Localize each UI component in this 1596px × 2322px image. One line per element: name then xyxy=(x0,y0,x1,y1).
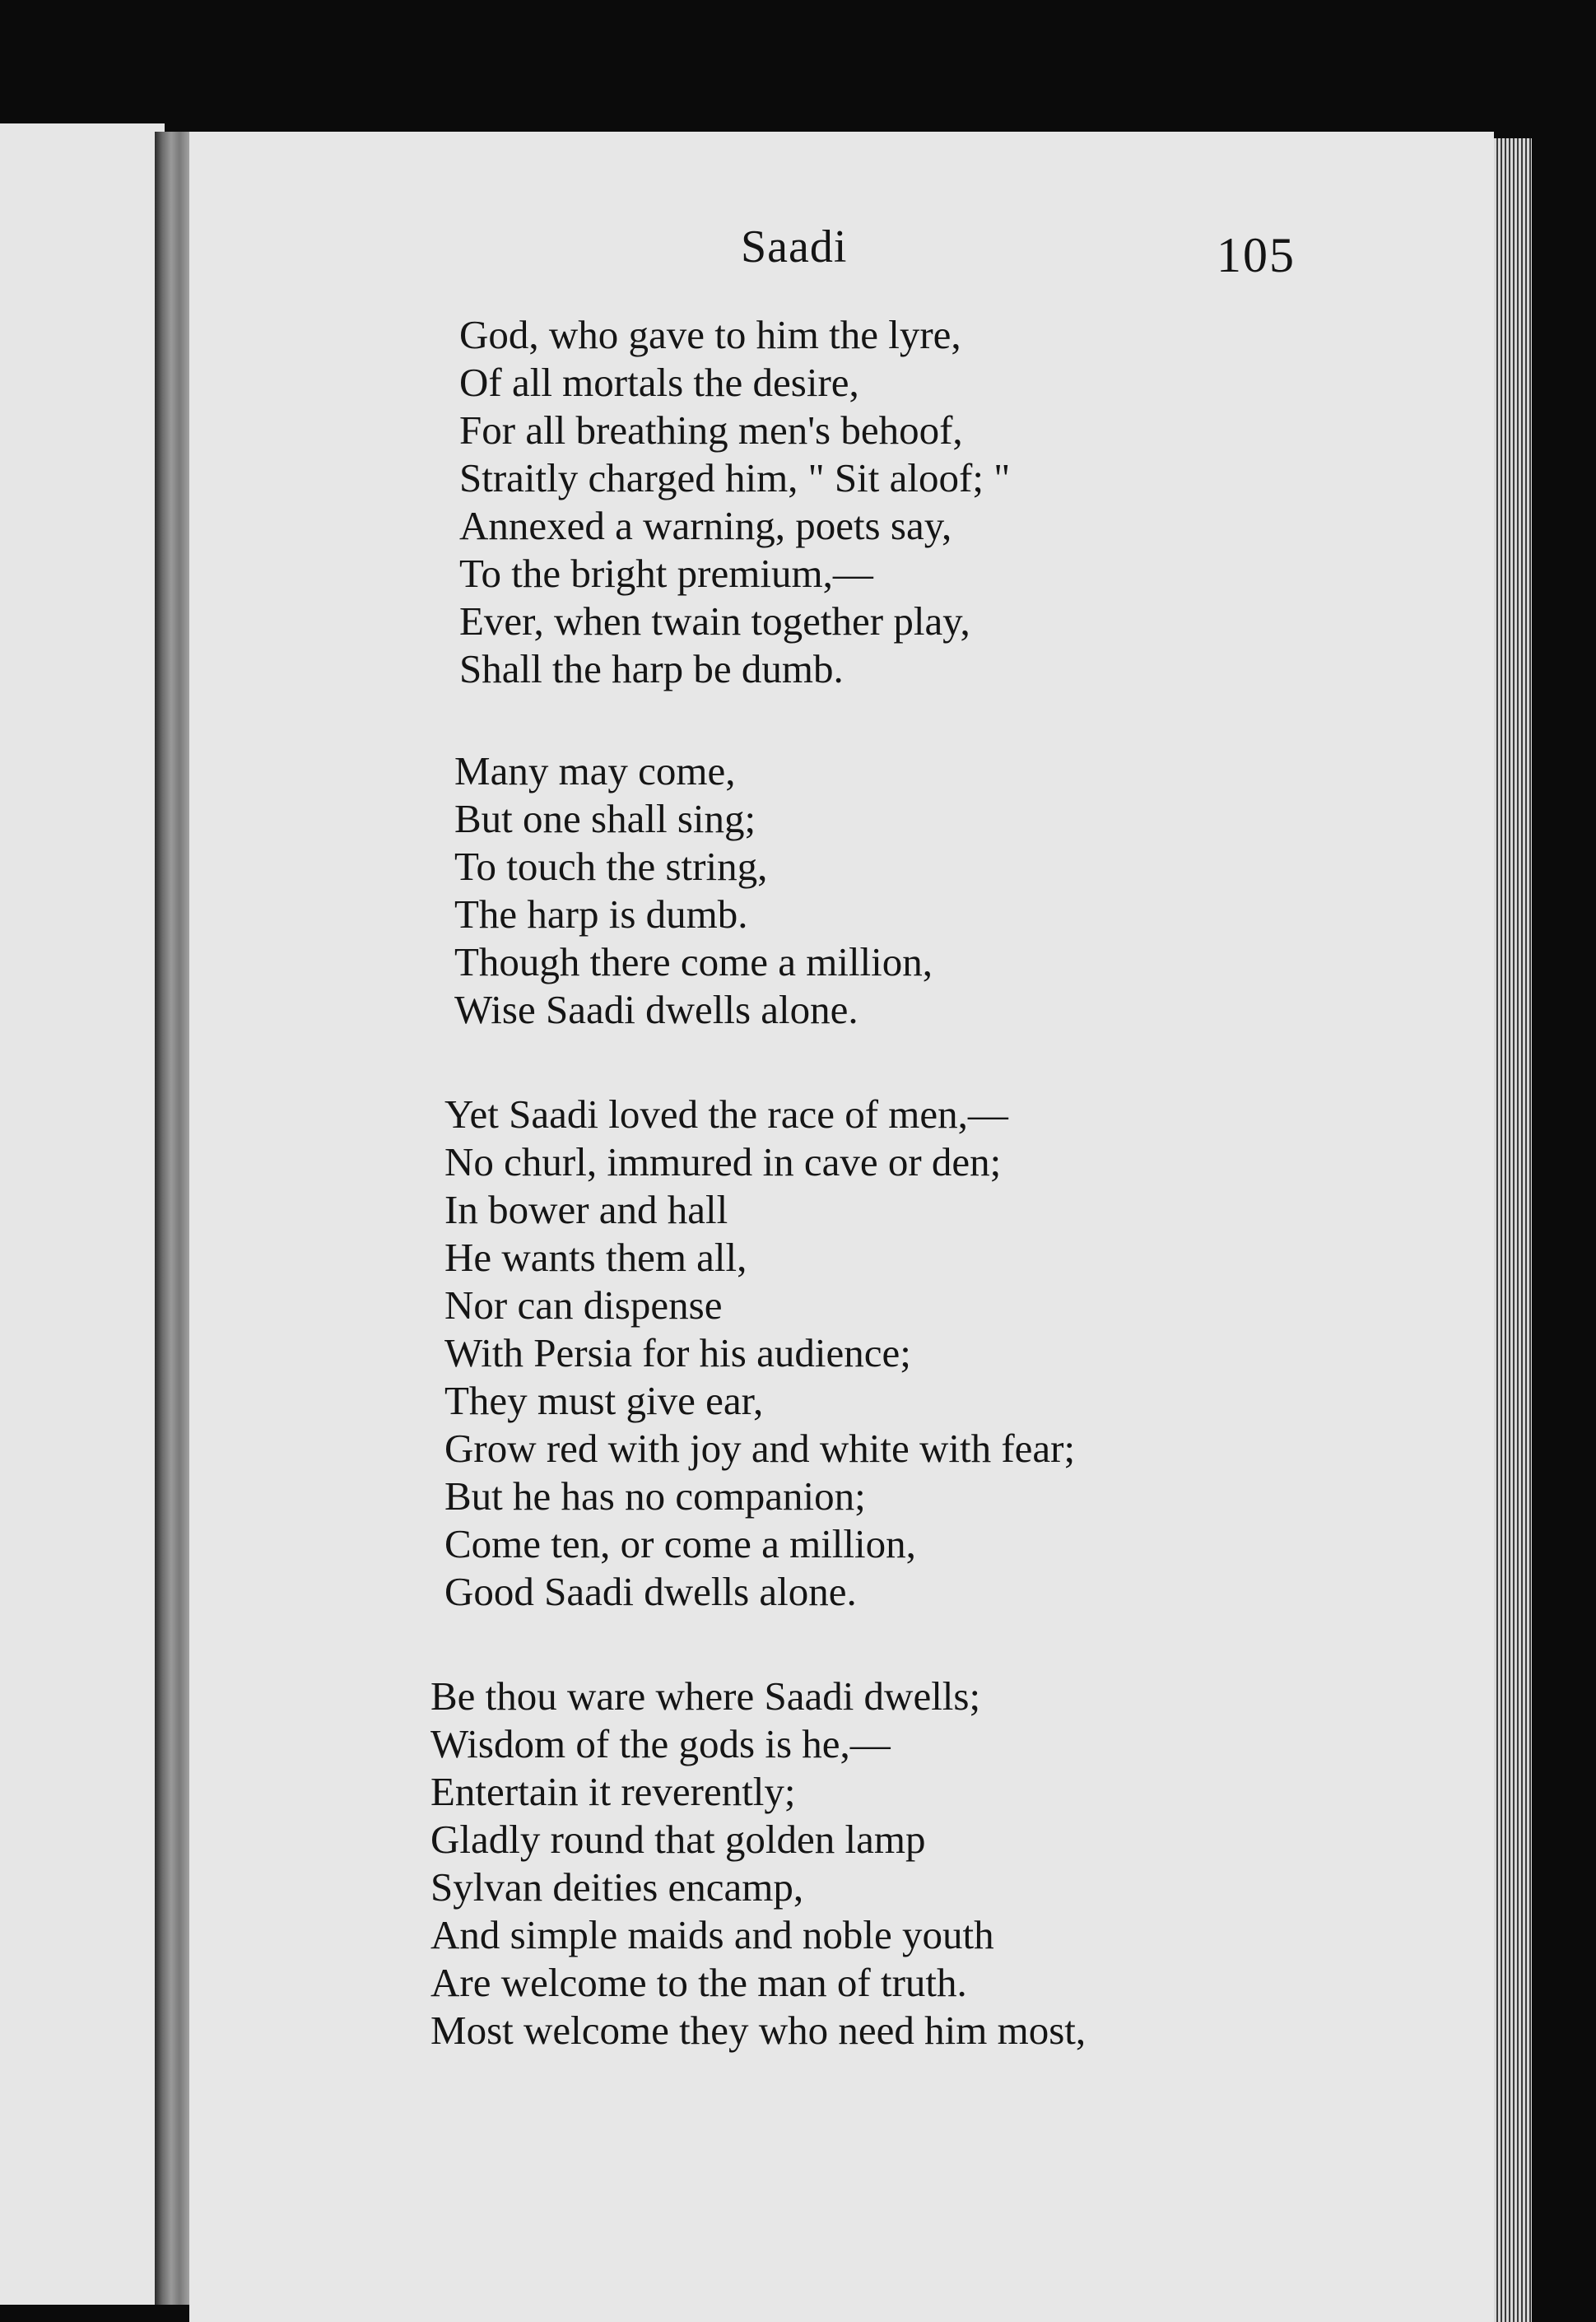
poem-line: Come ten, or come a million, xyxy=(444,1521,916,1566)
poem-line: Ever, when twain together play, xyxy=(459,598,970,644)
poem-line: Shall the harp be dumb. xyxy=(459,646,844,691)
poem-line: In bower and hall xyxy=(444,1187,728,1232)
poem-line: He wants them all, xyxy=(444,1235,747,1280)
poem-line: With Persia for his audience; xyxy=(444,1330,911,1375)
running-head xyxy=(189,221,1494,286)
poem-line: And simple maids and noble youth xyxy=(430,1912,994,1957)
poem-line: To the bright premium,— xyxy=(459,551,873,596)
poem-line: Many may come, xyxy=(454,748,736,793)
poem-line: Annexed a warning, poets say, xyxy=(459,503,952,548)
poem-line: Sylvan deities encamp, xyxy=(430,1864,804,1910)
poem-line: They must give ear, xyxy=(444,1378,764,1423)
stanza xyxy=(430,1673,1086,2054)
poem-line: Yet Saadi loved the race of men,— xyxy=(444,1091,1008,1137)
poem-line: Are welcome to the man of truth. xyxy=(430,1960,967,2005)
running-title: Saadi xyxy=(741,221,848,272)
poem-line: God, who gave to him the lyre, xyxy=(459,312,961,357)
poem-line: But he has no companion; xyxy=(444,1473,866,1519)
poem-line: Wise Saadi dwells alone. xyxy=(454,987,858,1032)
poem-line: But one shall sing; xyxy=(454,796,756,841)
facing-page-edge xyxy=(0,123,165,2305)
poem-line: Most welcome they who need him most, xyxy=(430,2008,1086,2053)
poem-line: Straitly charged him, " Sit aloof; " xyxy=(459,455,1011,500)
poem-line: Nor can dispense xyxy=(444,1282,723,1328)
poem-line: To touch the string, xyxy=(454,844,768,889)
page-number: 105 xyxy=(1217,228,1296,282)
poem-line: Entertain it reverently; xyxy=(430,1769,796,1814)
poem-line: No churl, immured in cave or den; xyxy=(444,1139,1002,1184)
page-stack-edge xyxy=(1494,138,1532,2322)
scan-border xyxy=(1532,132,1596,2322)
poem-line: Be thou ware where Saadi dwells; xyxy=(430,1673,981,1719)
poem-line: Though there come a million, xyxy=(454,939,933,984)
poem-line: Wisdom of the gods is he,— xyxy=(430,1721,891,1766)
poem-line: Gladly round that golden lamp xyxy=(430,1817,926,1862)
poem-line: For all breathing men's behoof, xyxy=(459,407,963,453)
stanza xyxy=(459,311,1010,693)
poem-line: Grow red with joy and white with fear; xyxy=(444,1426,1076,1471)
poem-line: Of all mortals the desire, xyxy=(459,360,859,405)
poem-line: The harp is dumb. xyxy=(454,891,748,937)
poem-line: Good Saadi dwells alone. xyxy=(444,1569,857,1614)
stanza xyxy=(444,1091,1075,1616)
stanza xyxy=(454,747,933,1034)
